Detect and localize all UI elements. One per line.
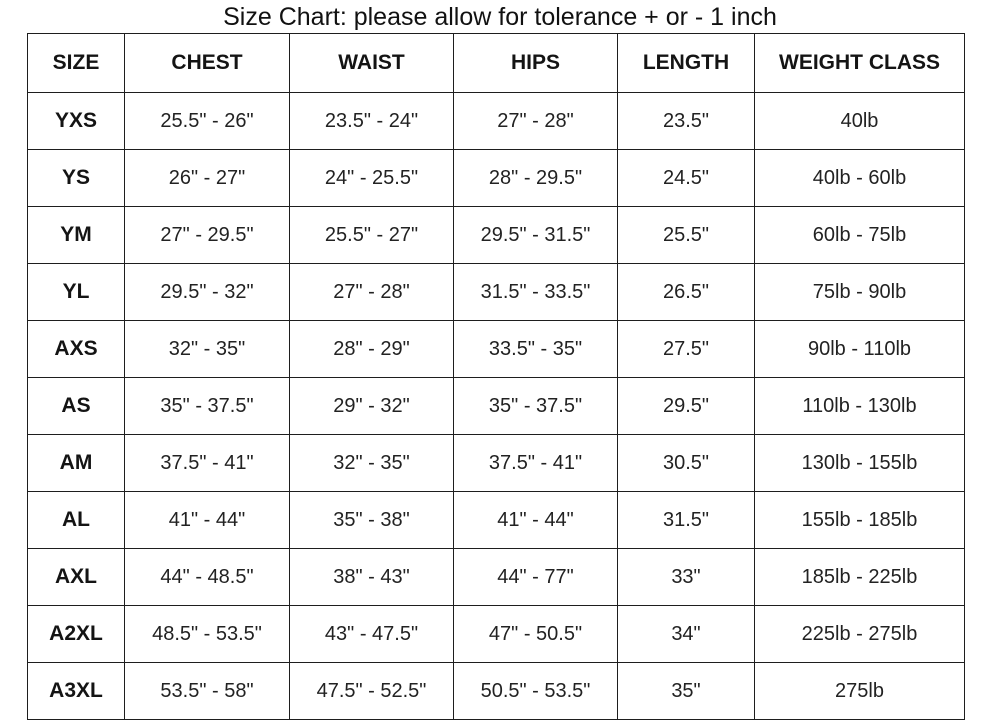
waist-cell: 43" - 47.5" <box>290 606 454 663</box>
waist-cell: 38" - 43" <box>290 549 454 606</box>
weight-class-cell: 225lb - 275lb <box>755 606 965 663</box>
table-row <box>28 321 965 378</box>
hips-cell: 50.5" - 53.5" <box>454 663 618 720</box>
table-row <box>28 435 965 492</box>
size-cell: A2XL <box>28 606 125 663</box>
weight-class-cell: 75lb - 90lb <box>755 264 965 321</box>
waist-cell: 29" - 32" <box>290 378 454 435</box>
waist-cell: 25.5" - 27" <box>290 207 454 264</box>
header-chest: CHEST <box>125 34 290 93</box>
table-row <box>28 264 965 321</box>
weight-class-cell: 185lb - 225lb <box>755 549 965 606</box>
header-length: LENGTH <box>618 34 755 93</box>
weight-class-cell: 60lb - 75lb <box>755 207 965 264</box>
size-cell: YS <box>28 150 125 207</box>
table-row <box>28 378 965 435</box>
chest-cell: 25.5" - 26" <box>125 93 290 150</box>
table-row <box>28 492 965 549</box>
waist-cell: 24" - 25.5" <box>290 150 454 207</box>
chest-cell: 41" - 44" <box>125 492 290 549</box>
waist-cell: 32" - 35" <box>290 435 454 492</box>
length-cell: 31.5" <box>618 492 755 549</box>
size-chart-title: Size Chart: please allow for tolerance + or - 1 inch <box>223 3 777 31</box>
hips-cell: 33.5" - 35" <box>454 321 618 378</box>
hips-cell: 37.5" - 41" <box>454 435 618 492</box>
table-row <box>28 606 965 663</box>
table-row <box>28 207 965 264</box>
table-row <box>28 549 965 606</box>
length-cell: 34" <box>618 606 755 663</box>
size-cell: YXS <box>28 93 125 150</box>
chest-cell: 37.5" - 41" <box>125 435 290 492</box>
hips-cell: 27" - 28" <box>454 93 618 150</box>
length-cell: 29.5" <box>618 378 755 435</box>
header-size: SIZE <box>28 34 125 93</box>
waist-cell: 35" - 38" <box>290 492 454 549</box>
hips-cell: 28" - 29.5" <box>454 150 618 207</box>
chest-cell: 53.5" - 58" <box>125 663 290 720</box>
size-cell: AXS <box>28 321 125 378</box>
length-cell: 33" <box>618 549 755 606</box>
chest-cell: 26" - 27" <box>125 150 290 207</box>
table-row <box>28 663 965 720</box>
header-hips: HIPS <box>454 34 618 93</box>
size-cell: AM <box>28 435 125 492</box>
length-cell: 30.5" <box>618 435 755 492</box>
size-chart-table <box>27 33 965 720</box>
length-cell: 27.5" <box>618 321 755 378</box>
chest-cell: 48.5" - 53.5" <box>125 606 290 663</box>
length-cell: 23.5" <box>618 93 755 150</box>
hips-cell: 47" - 50.5" <box>454 606 618 663</box>
hips-cell: 29.5" - 31.5" <box>454 207 618 264</box>
hips-cell: 44" - 77" <box>454 549 618 606</box>
hips-cell: 35" - 37.5" <box>454 378 618 435</box>
hips-cell: 31.5" - 33.5" <box>454 264 618 321</box>
weight-class-cell: 275lb <box>755 663 965 720</box>
size-cell: AXL <box>28 549 125 606</box>
size-cell: YL <box>28 264 125 321</box>
size-cell: YM <box>28 207 125 264</box>
size-cell: AL <box>28 492 125 549</box>
header-weight-class: WEIGHT CLASS <box>755 34 965 93</box>
waist-cell: 27" - 28" <box>290 264 454 321</box>
weight-class-cell: 155lb - 185lb <box>755 492 965 549</box>
table-row <box>28 150 965 207</box>
length-cell: 26.5" <box>618 264 755 321</box>
weight-class-cell: 40lb - 60lb <box>755 150 965 207</box>
length-cell: 25.5" <box>618 207 755 264</box>
chest-cell: 32" - 35" <box>125 321 290 378</box>
waist-cell: 23.5" - 24" <box>290 93 454 150</box>
size-cell: AS <box>28 378 125 435</box>
table-body <box>28 93 965 720</box>
header-waist: WAIST <box>290 34 454 93</box>
weight-class-cell: 90lb - 110lb <box>755 321 965 378</box>
size-cell: A3XL <box>28 663 125 720</box>
header-row <box>28 34 965 93</box>
chest-cell: 27" - 29.5" <box>125 207 290 264</box>
table-row <box>28 93 965 150</box>
length-cell: 35" <box>618 663 755 720</box>
weight-class-cell: 40lb <box>755 93 965 150</box>
weight-class-cell: 110lb - 130lb <box>755 378 965 435</box>
waist-cell: 47.5" - 52.5" <box>290 663 454 720</box>
weight-class-cell: 130lb - 155lb <box>755 435 965 492</box>
waist-cell: 28" - 29" <box>290 321 454 378</box>
chest-cell: 44" - 48.5" <box>125 549 290 606</box>
length-cell: 24.5" <box>618 150 755 207</box>
chest-cell: 29.5" - 32" <box>125 264 290 321</box>
chest-cell: 35" - 37.5" <box>125 378 290 435</box>
hips-cell: 41" - 44" <box>454 492 618 549</box>
